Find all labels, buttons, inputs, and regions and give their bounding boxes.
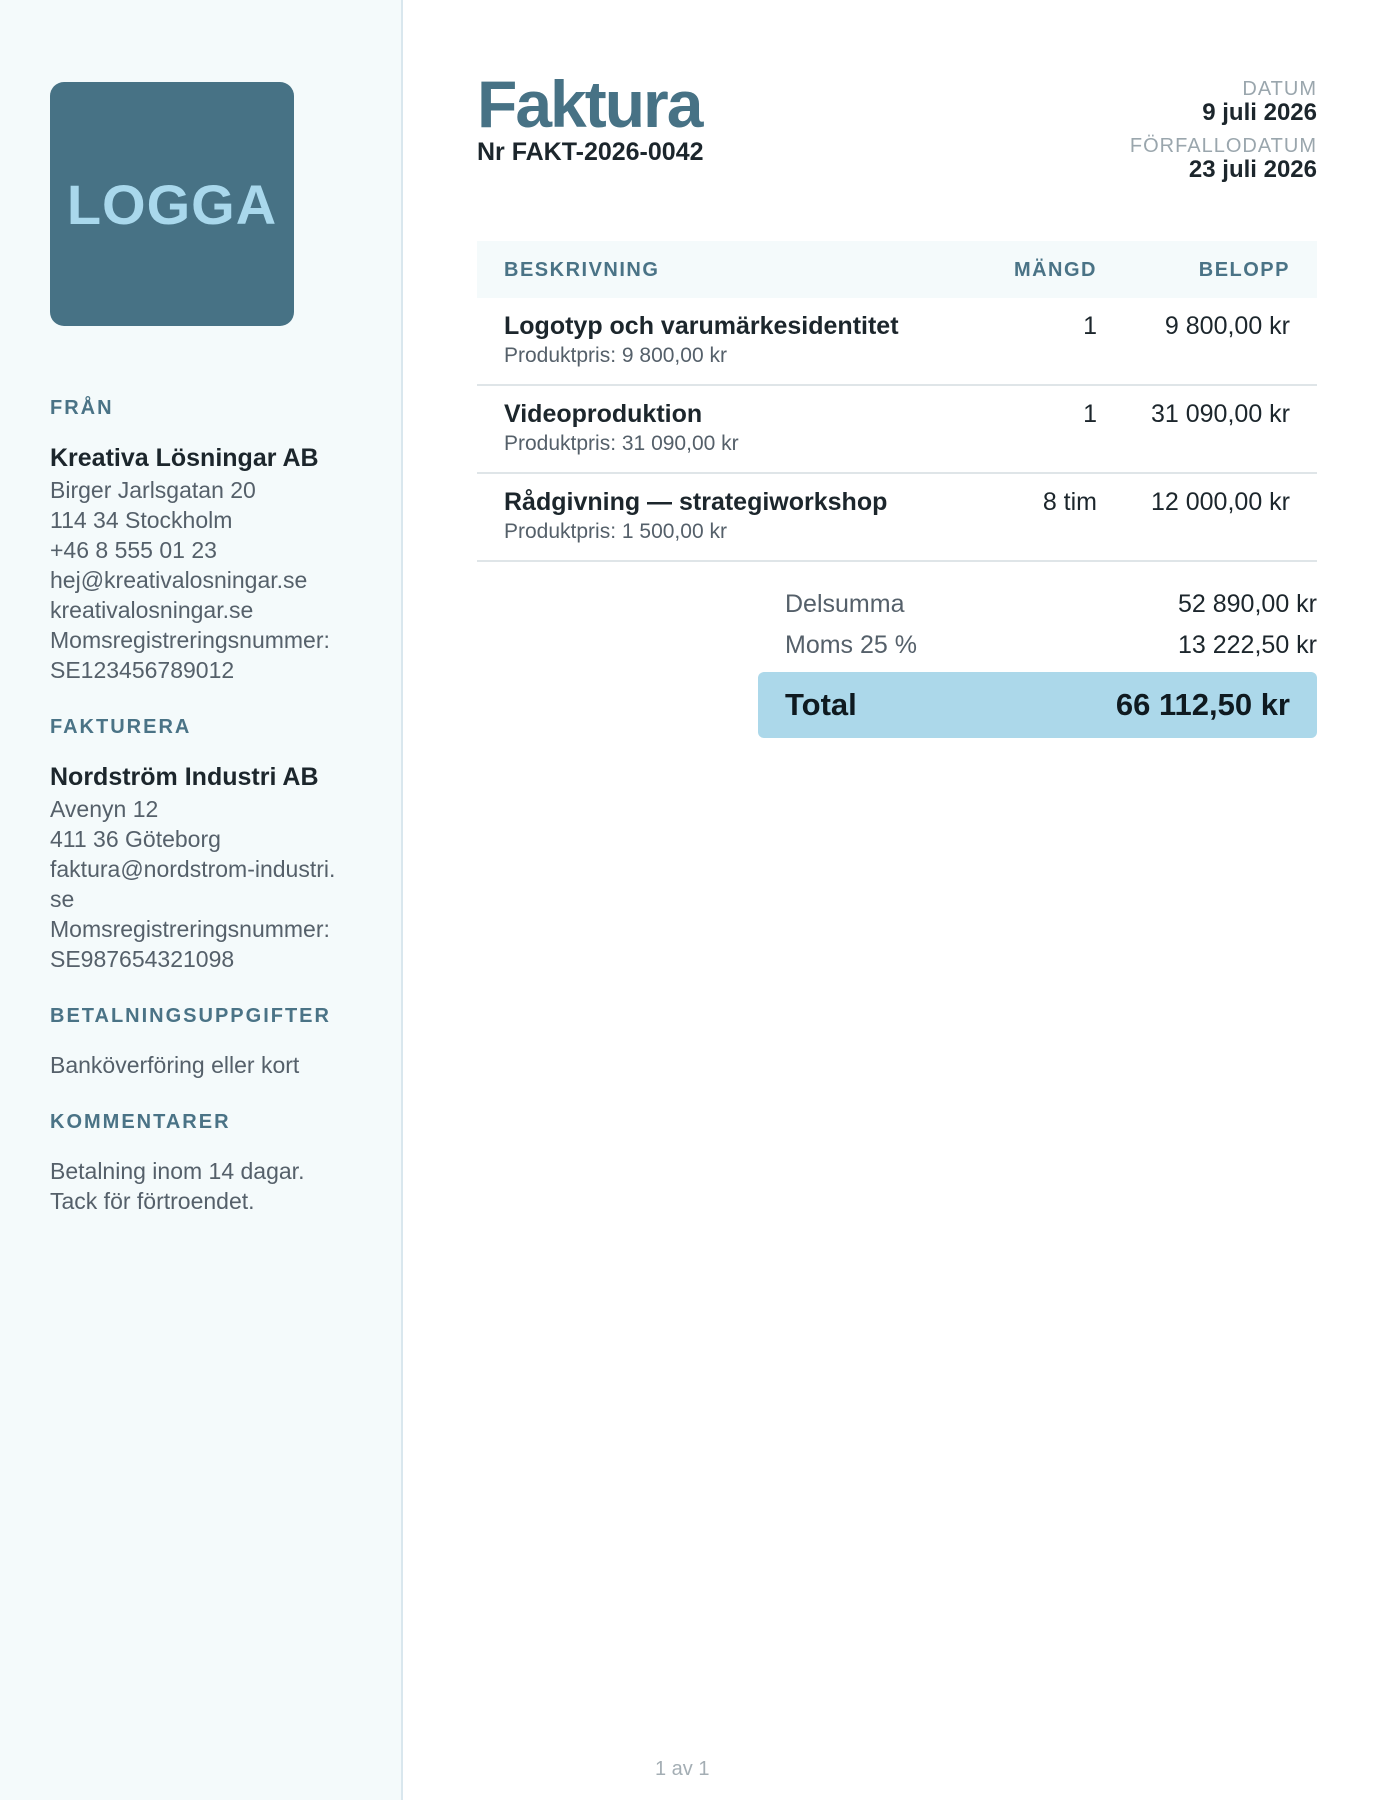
from-website: kreativalosningar.se: [50, 597, 254, 623]
bill-to-label: FAKTURERA: [50, 716, 192, 738]
sidebar: [0, 0, 403, 1800]
from-address-line: Birger Jarlsgatan 20: [50, 477, 256, 503]
subtotal-label: Delsumma: [785, 590, 905, 618]
item-description: Logotyp och varumärkesidentitet: [504, 312, 899, 340]
due-date: 23 juli 2026: [1188, 156, 1317, 183]
invoice-title: Faktura: [477, 67, 702, 141]
from-company: Kreativa Lösningar AB: [50, 444, 319, 472]
bill-to-address-line: 411 36 Göteborg: [50, 826, 221, 852]
payment-text: Banköverföring eller kort: [50, 1052, 300, 1078]
bill-to-email: faktura@nordstrom-industri.: [50, 856, 336, 882]
bill-to-vat-number: SE987654321098: [50, 946, 235, 972]
bill-to-company: Nordström Industri AB: [50, 763, 319, 791]
item-unit-price: Produktpris: 1 500,00 kr: [504, 520, 727, 543]
page-indicator: 1 av 1: [655, 1758, 710, 1780]
header-quantity: MÄNGD: [1013, 259, 1097, 281]
item-quantity: 1: [1083, 312, 1097, 340]
comment-line: Betalning inom 14 dagar.: [50, 1158, 305, 1184]
from-address-line: 114 34 Stockholm: [50, 507, 233, 533]
comment-line: Tack för förtroendet.: [50, 1188, 255, 1214]
from-label: FRÅN: [50, 397, 114, 419]
from-email: hej@kreativalosningar.se: [50, 567, 308, 593]
due-date-label: FÖRFALLODATUM: [1129, 135, 1317, 157]
item-description: Videoproduktion: [504, 400, 703, 428]
item-amount: 31 090,00 kr: [1151, 400, 1290, 428]
comments-label: KOMMENTARER: [50, 1111, 231, 1133]
header-description: BESKRIVNING: [504, 259, 660, 281]
item-description: Rådgivning — strategiworkshop: [504, 488, 888, 516]
item-quantity: 8 tim: [1042, 488, 1097, 516]
line-items-header: [477, 241, 1317, 298]
date-label: DATUM: [1242, 78, 1317, 100]
from-vat-label: Momsregistreringsnummer:: [50, 627, 330, 653]
item-amount: 9 800,00 kr: [1164, 312, 1290, 340]
invoice-number: Nr FAKT-2026-0042: [477, 138, 704, 166]
total-value: 66 112,50 kr: [1115, 687, 1290, 722]
total-box: [758, 672, 1317, 738]
table-row: [477, 386, 1317, 474]
from-vat-number: SE123456789012: [50, 657, 235, 683]
item-amount: 12 000,00 kr: [1151, 488, 1290, 516]
table-row: [477, 474, 1317, 562]
from-phone: +46 8 555 01 23: [50, 537, 217, 563]
bill-to-email-cont: se: [50, 886, 75, 912]
subtotal-value: 52 890,00 kr: [1178, 590, 1317, 618]
item-quantity: 1: [1083, 400, 1097, 428]
table-row: [477, 298, 1317, 386]
vat-label: Moms 25 %: [785, 631, 917, 659]
bill-to-address-line: Avenyn 12: [50, 796, 159, 822]
total-label: Total: [785, 687, 857, 722]
vat-value: 13 222,50 kr: [1178, 631, 1317, 659]
invoice-date: 9 juli 2026: [1202, 99, 1317, 126]
item-unit-price: Produktpris: 31 090,00 kr: [504, 432, 739, 455]
payment-label: BETALNINGSUPPGIFTER: [50, 1005, 331, 1027]
header-amount: BELOPP: [1198, 259, 1290, 281]
company-logo: [50, 82, 294, 326]
logo-text: LOGGA: [66, 172, 278, 236]
bill-to-vat-label: Momsregistreringsnummer:: [50, 916, 330, 942]
item-unit-price: Produktpris: 9 800,00 kr: [504, 344, 727, 367]
